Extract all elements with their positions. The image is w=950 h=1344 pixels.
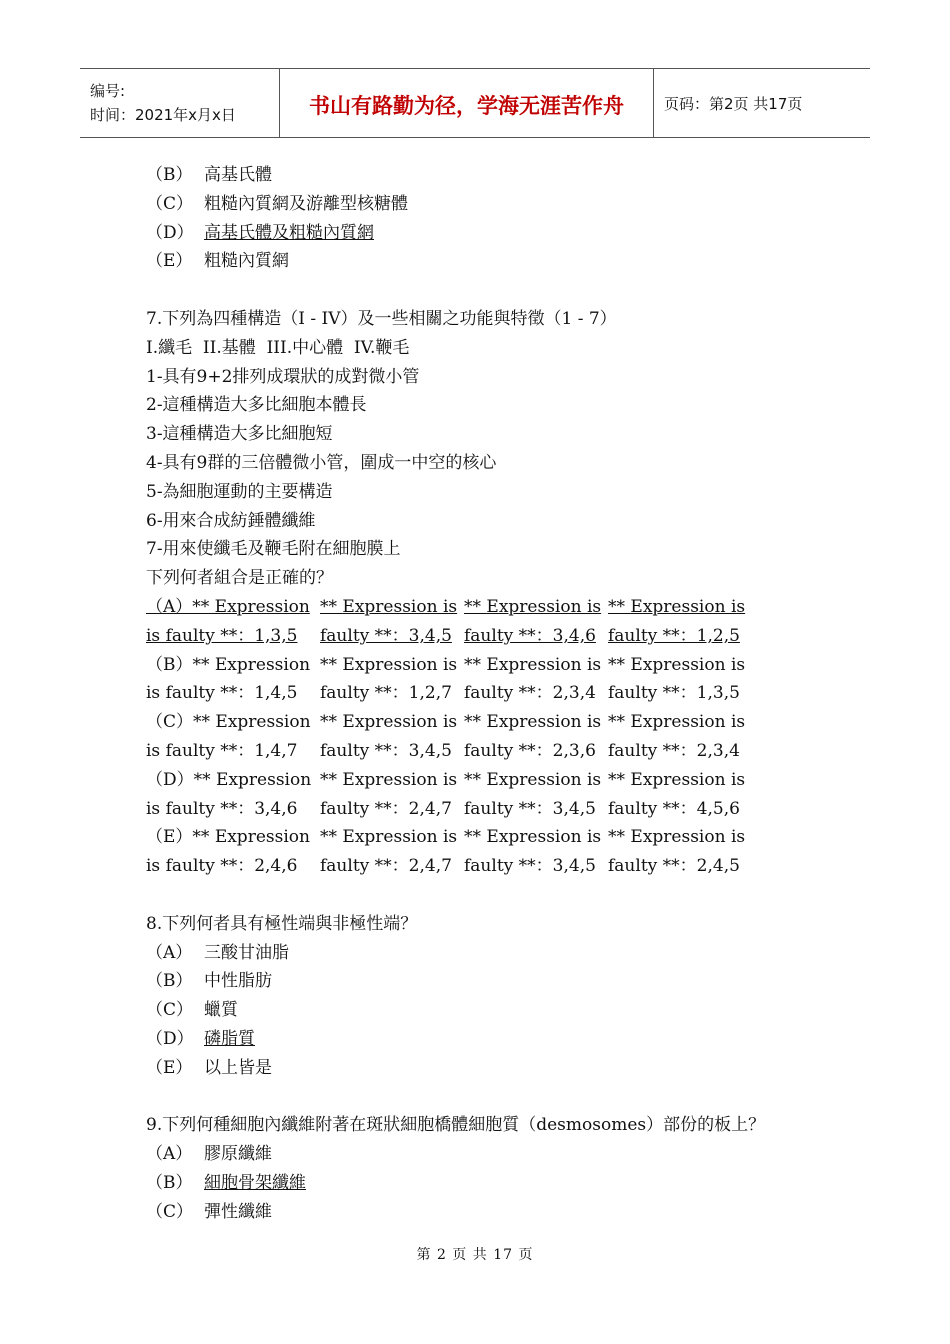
option-label: （C） [146, 1201, 194, 1222]
option-cell: ** Expression is faulty **：1,2,7 [320, 654, 458, 704]
question-8-options [146, 939, 806, 1083]
header-meta [80, 69, 280, 137]
option-text: 粗糙內質網及游離型核糖體 [204, 193, 408, 214]
option-label: （A） [146, 942, 193, 963]
feature-item: 5-為細胞運動的主要構造 [146, 481, 333, 502]
question-8-option [146, 996, 806, 1025]
option-cell: （A）** Expression is faulty **：1,3,5 [146, 596, 310, 646]
option-text: 膠原纖維 [204, 1144, 272, 1165]
question-7-option-row [146, 593, 806, 651]
feature-item: 1-具有9+2排列成環狀的成對微小管 [146, 366, 420, 387]
question-7 [146, 305, 806, 881]
option-cell: （E）** Expression is faulty **：2,4,6 [146, 827, 310, 877]
option-text: 細胞骨架纖維 [204, 1172, 306, 1193]
option-cell: ** Expression is faulty **：2,3,6 [464, 712, 602, 761]
question-8 [146, 910, 806, 1083]
question-6-option [146, 161, 806, 190]
question-7-option-row [146, 766, 806, 824]
option-cell: ** Expression is faulty **：2,4,7 [320, 769, 458, 819]
option-cell: ** Expression is faulty **：1,2,5 [608, 596, 746, 646]
option-cell: ** Expression is faulty **：2,3,4 [464, 654, 602, 704]
question-9-option [146, 1198, 806, 1227]
question-9-text: 9.下列何種細胞內纖維附著在斑狀細胞橋體細胞質（desmosomes）部份的板上？ [146, 1115, 766, 1136]
header-page-info: 页码：第2页 共17页 [664, 94, 803, 113]
option-text: 以上皆是 [204, 1057, 272, 1078]
option-cell: ** Expression is faulty **：1,3,5 [608, 654, 746, 704]
question-6-option [146, 219, 806, 248]
option-cell: ** Expression is faulty **：3,4,6 [464, 596, 602, 646]
option-label: （D） [146, 222, 194, 243]
question-7-options [146, 593, 806, 881]
option-label: （E） [146, 1057, 193, 1078]
option-cell: ** Expression is faulty **：3,4,5 [320, 712, 458, 761]
question-6-option [146, 190, 806, 219]
question-8-option [146, 1025, 806, 1054]
feature-item: 7-用來使纖毛及鞭毛附在細胞膜上 [146, 539, 401, 560]
option-cell: ** Expression is faulty **：3,4,5 [320, 596, 458, 646]
option-text: 中性脂肪 [204, 971, 272, 992]
option-cell: （C）** Expression is faulty **：1,4,7 [146, 712, 311, 761]
question-9-option [146, 1169, 806, 1198]
question-6-option [146, 247, 806, 276]
question-7-option-row [146, 708, 806, 766]
option-text: 蠟質 [204, 1000, 238, 1021]
option-cell: ** Expression is faulty **：2,3,4 [608, 712, 746, 761]
option-cell: （B）** Expression is faulty **：1,4,5 [146, 654, 311, 704]
question-8-option [146, 1054, 806, 1083]
option-label: （B） [146, 971, 193, 992]
question-9-option [146, 1140, 806, 1169]
feature-item: 4-具有9群的三倍體微小管，圍成一中空的核心 [146, 452, 497, 473]
question-7-features [146, 363, 806, 565]
question-8-option [146, 939, 806, 968]
question-7-structures: I.纖毛 II.基體 III.中心體 IV.鞭毛 [146, 337, 410, 358]
option-text: 三酸甘油脂 [204, 942, 289, 963]
option-text: 磷脂質 [204, 1028, 255, 1049]
time-label: 时间：2021年x月x日 [90, 106, 236, 124]
option-label: （B） [146, 165, 193, 185]
question-6-options [146, 161, 806, 276]
option-cell: ** Expression is faulty **：3,4,5 [464, 827, 602, 877]
feature-item: 2-這種構造大多比細胞本體長 [146, 395, 367, 416]
option-label: （A） [146, 1144, 193, 1165]
question-7-prompt: 下列何者組合是正確的？ [146, 568, 333, 589]
number-label: 编号: [90, 82, 126, 100]
page-footer: 第 2 页 共 17 页 [416, 1247, 534, 1263]
option-cell: ** Expression is faulty **：4,5,6 [608, 769, 746, 819]
question-9-options [146, 1140, 806, 1226]
option-label: （C） [146, 1000, 194, 1021]
feature-item: 6-用來合成紡錘體纖維 [146, 510, 316, 531]
option-label: （B） [146, 1172, 193, 1193]
question-9 [146, 1111, 806, 1226]
option-cell: ** Expression is faulty **：3,4,5 [464, 769, 602, 819]
option-cell: ** Expression is faulty **：2,4,7 [320, 827, 458, 877]
option-text: 高基氏體及粗糙內質網 [204, 222, 374, 243]
question-7-option-row [146, 651, 806, 709]
option-text: 粗糙內質網 [204, 251, 289, 272]
option-text: 高基氏體 [204, 165, 272, 185]
question-7-text: 7.下列為四種構造（I - IV）及一些相關之功能與特徵（1 - 7） [146, 308, 617, 329]
document-body [146, 161, 806, 1226]
option-label: （E） [146, 251, 193, 272]
feature-item: 3-這種構造大多比細胞短 [146, 424, 333, 445]
option-text: 彈性纖維 [204, 1201, 272, 1222]
page-header [80, 68, 870, 138]
option-cell: （D）** Expression is faulty **：3,4,6 [146, 769, 312, 819]
question-8-option [146, 967, 806, 996]
header-motto: 书山有路勤为径，学海无涯苦作舟 [280, 69, 654, 137]
option-label: （D） [146, 1028, 194, 1049]
option-label: （C） [146, 193, 194, 214]
option-cell: ** Expression is faulty **：2,4,5 [608, 827, 746, 877]
question-8-text: 8.下列何者具有極性端與非極性端？ [146, 913, 418, 934]
question-7-option-row [146, 823, 806, 881]
